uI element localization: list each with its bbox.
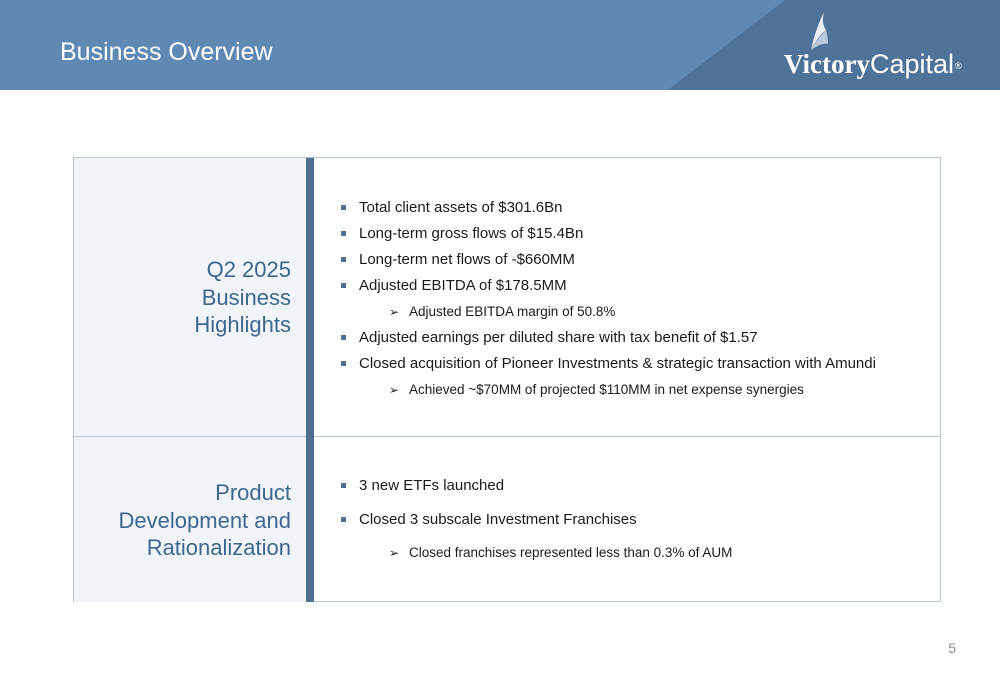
section-title-line: Rationalization: [146, 535, 291, 560]
section-title-highlights: [194, 256, 291, 339]
registered-mark: ®: [955, 61, 962, 71]
logo-wordmark: [784, 48, 962, 80]
bullet-item: [339, 510, 732, 543]
bullet-item: [339, 354, 876, 380]
bullet-text: Closed 3 subscale Investment Franchises: [359, 511, 637, 528]
bullet-text: 3 new ETFs launched: [359, 477, 505, 494]
arrow-bullet-icon: ➢: [389, 383, 400, 397]
section-title-line: Business: [201, 284, 291, 310]
section-title-product: [119, 479, 291, 562]
bullet-item: [339, 250, 876, 276]
logo-word-capital: Capital: [869, 49, 955, 79]
bullet-text: Adjusted EBITDA of $178.5MM: [359, 277, 567, 294]
header-band: [0, 0, 1000, 90]
section-title-line: Development and: [118, 507, 291, 533]
arrow-bullet-icon: ➢: [389, 546, 400, 560]
section-label-cell-product: [74, 436, 306, 602]
sub-bullet-text: Closed franchises represented less than 0.3% of AUM: [409, 545, 733, 560]
section-title-line: Product: [215, 480, 291, 505]
arrow-bullet-icon: ➢: [389, 305, 400, 319]
sub-bullet-item: [339, 302, 876, 328]
product-bullet-list: [339, 476, 732, 569]
section-title-line: Q2 2025: [206, 257, 291, 282]
section-label-cell-highlights: [74, 158, 306, 436]
sub-bullet-text: Achieved ~$70MM of projected $110MM in net expense synergies: [409, 382, 804, 397]
bullet-item: [339, 224, 876, 250]
highlights-bullet-list: [339, 198, 876, 406]
bullet-item: [339, 476, 732, 510]
logo-word-victory: Victory: [784, 49, 870, 79]
page-title: Business Overview: [60, 38, 273, 66]
sub-bullet-item: [339, 380, 876, 406]
sub-bullet-item: [339, 543, 732, 569]
section-title-line: Highlights: [194, 312, 291, 337]
bullet-item: [339, 198, 876, 224]
bullet-text: Long-term gross flows of $15.4Bn: [359, 225, 584, 242]
logo-sail-icon: [806, 10, 832, 52]
bullet-text: Closed acquisition of Pioneer Investments & strategic transaction with Amundi: [359, 355, 876, 372]
bullet-text: Total client assets of $301.6Bn: [359, 199, 563, 216]
bullet-text: Long-term net flows of -$660MM: [359, 251, 575, 268]
accent-separator: [306, 158, 314, 602]
sub-bullet-text: Adjusted EBITDA margin of 50.8%: [409, 304, 616, 319]
bullet-item: [339, 328, 876, 354]
overview-table: [73, 157, 941, 602]
bullet-item: [339, 276, 876, 302]
row-divider: [314, 436, 941, 437]
victory-capital-logo: [782, 10, 982, 85]
bullet-text: Adjusted earnings per diluted share with tax benefit of $1.57: [359, 329, 758, 346]
page-number: 5: [948, 640, 956, 656]
